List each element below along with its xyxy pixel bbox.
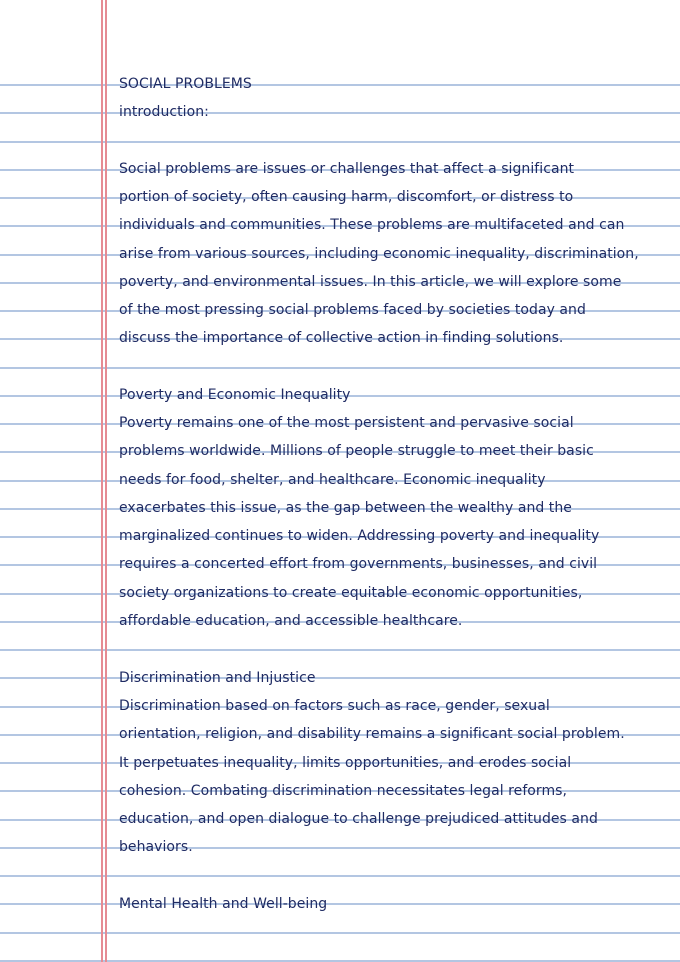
poverty-paragraph-line: society organizations to create equitable economic opportunities,	[119, 585, 583, 601]
intro-paragraph-line: individuals and communities. These problems are multifaceted and can	[119, 217, 625, 233]
discrimination-paragraph-line: cohesion. Combating discrimination necessitates legal reforms,	[119, 783, 568, 799]
intro-label: introduction:	[119, 104, 209, 120]
intro-paragraph-line: Social problems are issues or challenges that affect a significant	[119, 161, 575, 177]
intro-paragraph-line: arise from various sources, including economic inequality, discrimination,	[119, 246, 639, 262]
discrimination-paragraph-line: It perpetuates inequality, limits opportunities, and erodes social	[119, 755, 572, 771]
discrimination-paragraph-line: behaviors.	[119, 839, 193, 855]
discrimination-paragraph-line: education, and open dialogue to challenge prejudiced attitudes and	[119, 811, 598, 827]
poverty-paragraph-line: Poverty remains one of the most persistent and pervasive social	[119, 415, 574, 431]
poverty-paragraph-line: marginalized continues to widen. Addressing poverty and inequality	[119, 528, 600, 544]
intro-paragraph-line: poverty, and environmental issues. In this article, we will explore some	[119, 274, 622, 290]
poverty-paragraph-line: problems worldwide. Millions of people struggle to meet their basic	[119, 443, 594, 459]
intro-paragraph-line: of the most pressing social problems faced by societies today and	[119, 302, 586, 318]
margin-line-right	[105, 0, 107, 962]
discrimination-paragraph-line: Discrimination based on factors such as race, gender, sexual	[119, 698, 550, 714]
section-heading-mental-health: Mental Health and Well-being	[119, 896, 328, 912]
poverty-paragraph-line: affordable education, and accessible healthcare.	[119, 613, 463, 629]
poverty-paragraph-line: needs for food, shelter, and healthcare. Economic inequality	[119, 472, 546, 488]
section-heading-discrimination: Discrimination and Injustice	[119, 670, 316, 686]
intro-paragraph-line: portion of society, often causing harm, discomfort, or distress to	[119, 189, 574, 205]
document-title: SOCIAL PROBLEMS	[119, 76, 252, 92]
intro-paragraph-line: discuss the importance of collective action in finding solutions.	[119, 330, 564, 346]
margin-line-left	[101, 0, 103, 962]
poverty-paragraph-line: exacerbates this issue, as the gap between the wealthy and the	[119, 500, 572, 516]
discrimination-paragraph-line: orientation, religion, and disability remains a significant social problem.	[119, 726, 625, 742]
section-heading-poverty: Poverty and Economic Inequality	[119, 387, 351, 403]
poverty-paragraph-line: requires a concerted effort from governments, businesses, and civil	[119, 556, 598, 572]
